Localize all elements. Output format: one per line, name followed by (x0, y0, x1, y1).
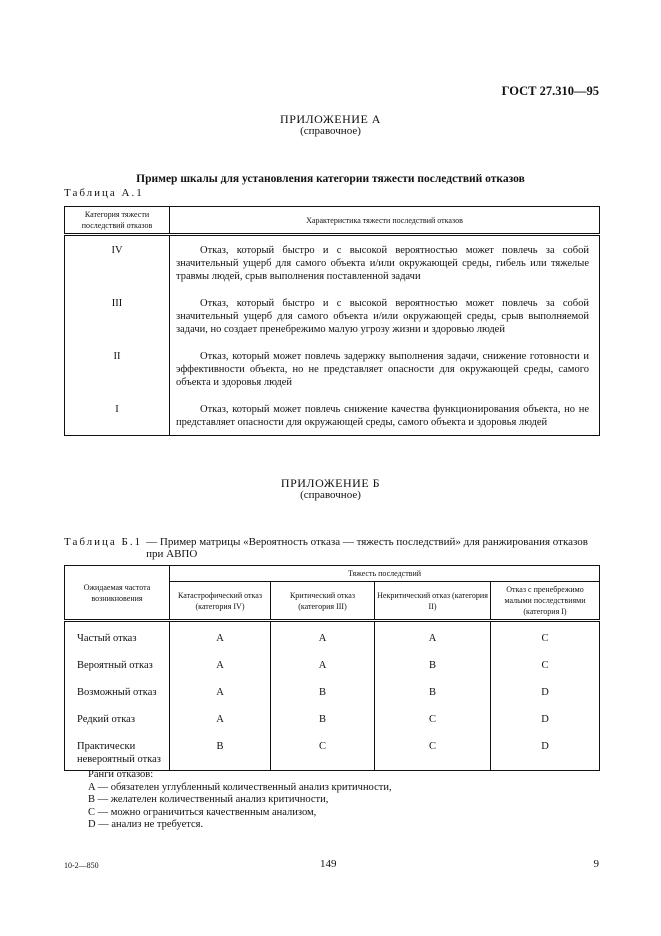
category-cell: IV (65, 235, 170, 290)
column-header: Характеристика тяжести последствий отказов (170, 207, 600, 235)
ranks-legend (88, 769, 392, 832)
legend-item: A — обязателен углубленный количественный анализ критичности, (88, 781, 392, 793)
rank-cell: A (170, 621, 271, 650)
center-page-number: 149 (320, 858, 337, 870)
table-row (65, 703, 600, 730)
table-row (65, 621, 600, 650)
description-cell (170, 235, 600, 290)
rank-cell: C (491, 649, 600, 676)
table-row (65, 235, 600, 290)
appendix-b-subtitle: (справочное) (300, 489, 361, 501)
column-header: Критический отказ (категория III) (271, 582, 375, 621)
legend-item: B — желателен количественный анализ критичности, (88, 794, 329, 805)
legend-item: D — анализ не требуется. (88, 819, 204, 830)
row-header: Ожидаемая частота возникновения (65, 566, 170, 621)
table-b1-caption (64, 536, 604, 560)
description-cell (170, 395, 600, 436)
rank-cell: D (491, 730, 600, 771)
rank-cell: B (375, 676, 491, 703)
appendix-a-subtitle: (справочное) (300, 125, 361, 137)
description-cell (170, 289, 600, 342)
description-text: Отказ, который может повлечь задержку выполнения задачи, снижение готовности и эффективности объекта, но не представляет опасности для окружающей среды, самого объекта и здоровья людей (176, 351, 589, 388)
rank-cell: A (170, 649, 271, 676)
category-cell: II (65, 342, 170, 395)
rank-cell: C (375, 730, 491, 771)
table-b1-text: — Пример матрицы «Вероятность отказа — тяжесть последствий» для ранжирования отказов при АВПО (146, 536, 589, 560)
table-row (65, 289, 600, 342)
rank-cell: A (170, 676, 271, 703)
rank-cell: A (170, 703, 271, 730)
rank-cell: D (491, 676, 600, 703)
standard-number: ГОСТ 27.310—95 (501, 84, 599, 98)
rank-cell: B (375, 649, 491, 676)
frequency-cell: Возможный отказ (65, 676, 170, 703)
print-code: 10-2—850 (64, 861, 99, 870)
rank-cell: C (375, 703, 491, 730)
group-header: Тяжесть последствий (170, 566, 600, 582)
appendix-a-heading: Пример шкалы для установления категории тяжести последствий отказов (136, 173, 525, 185)
rank-cell: B (170, 730, 271, 771)
category-cell: I (65, 395, 170, 436)
table-b1 (64, 565, 600, 771)
description-text: Отказ, который может повлечь снижение качества функционирования объекта, но не представляет опасности для окружающей среды, самого объекта и здоровья людей (176, 404, 589, 428)
rank-cell: A (271, 621, 375, 650)
rank-cell: D (491, 703, 600, 730)
legend-title: Ранги отказов: (88, 769, 154, 780)
rank-cell: A (271, 649, 375, 676)
table-row (65, 395, 600, 436)
table-b1-label: Таблица Б.1 (64, 536, 143, 548)
frequency-cell: Практически невероятный отказ (65, 730, 170, 771)
column-header: Некритический отказ (категория II) (375, 582, 491, 621)
page-number: 9 (593, 858, 599, 870)
table-row (65, 649, 600, 676)
table-a1-caption: Таблица А.1 (64, 187, 144, 199)
legend-item: C — можно ограничиться качественным анализом, (88, 806, 317, 818)
category-cell: III (65, 289, 170, 342)
rank-cell: C (491, 621, 600, 650)
rank-cell: A (375, 621, 491, 650)
rank-cell: B (271, 676, 375, 703)
column-header: Категория тяжести последствий отказов (65, 207, 170, 235)
rank-cell: C (271, 730, 375, 771)
frequency-cell: Вероятный отказ (65, 649, 170, 676)
table-a1 (64, 206, 600, 436)
column-header: Катастрофический отказ (категория IV) (170, 582, 271, 621)
description-cell (170, 342, 600, 395)
table-row (65, 342, 600, 395)
frequency-cell: Редкий отказ (65, 703, 170, 730)
frequency-cell: Частый отказ (65, 621, 170, 650)
table-row (65, 676, 600, 703)
description-text: Отказ, который быстро и с высокой вероятностью может повлечь за собой значительный ущерб для самого объекта и/или окружающей среды, срыв выполняемой задачи, но создает пренебрежимо малую угрозу жизни и здоровью людей (176, 298, 589, 335)
rank-cell: B (271, 703, 375, 730)
appendix-b-title: ПРИЛОЖЕНИЕ Б (280, 476, 381, 490)
description-text: Отказ, который быстро и с высокой вероятностью может повлечь за собой значительный ущерб для самого объекта и/или окружающей среды, гибель или тяжелые травмы людей, срыв выполнения поставленной задачи (176, 245, 589, 282)
table-row (65, 730, 600, 771)
column-header: Отказ с пренебрежимо малыми последствиями (категория I) (491, 582, 600, 621)
appendix-a-title: ПРИЛОЖЕНИЕ А (280, 112, 381, 126)
